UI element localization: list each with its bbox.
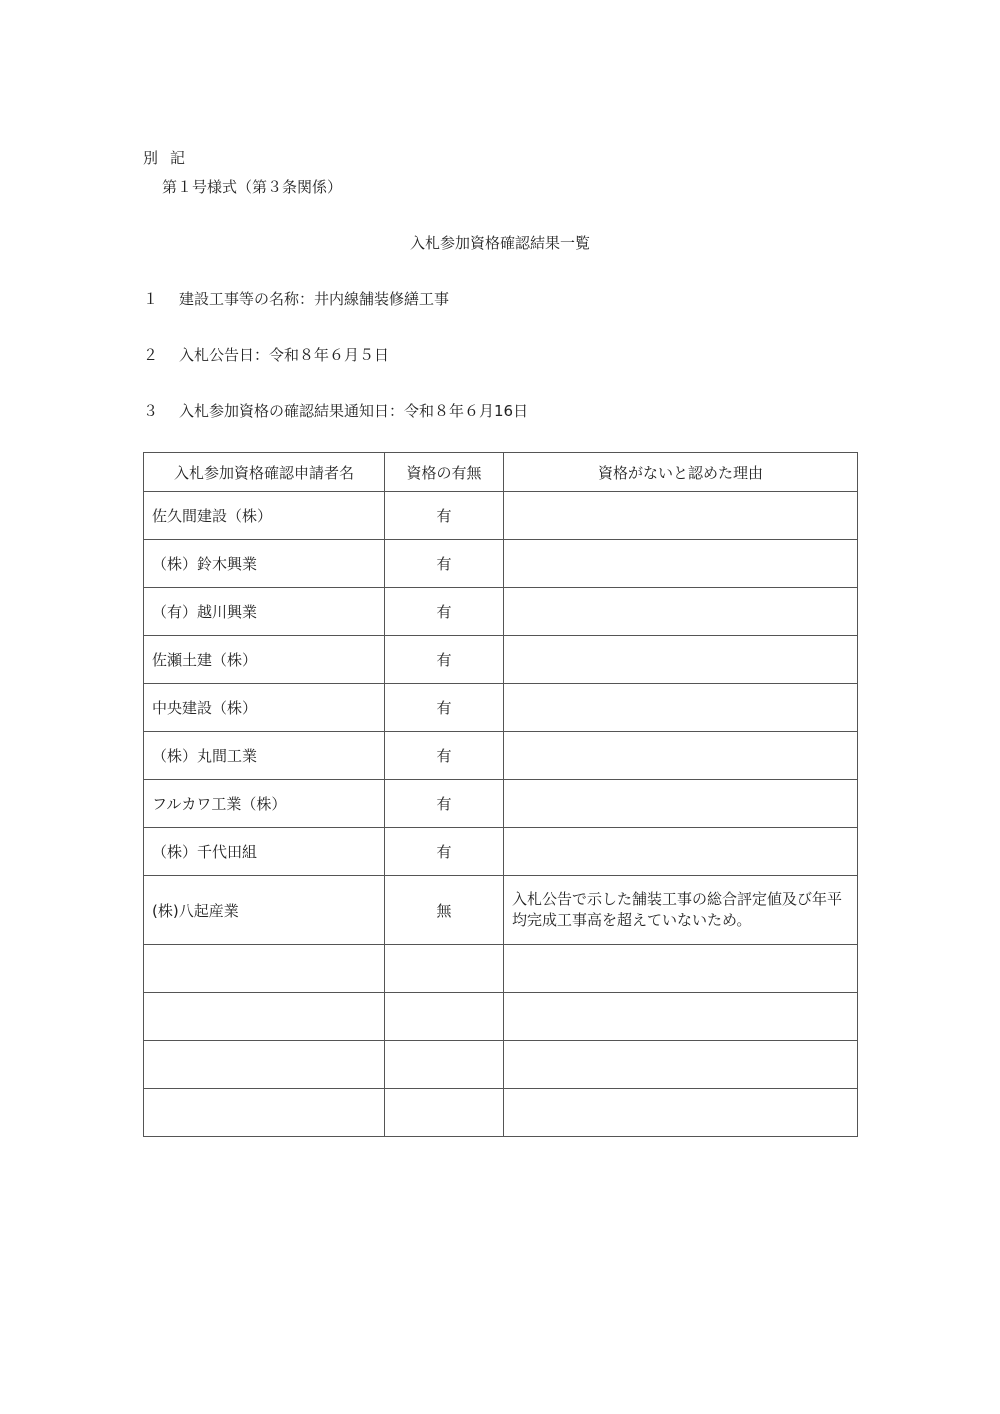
- applicant-name: [144, 945, 385, 993]
- disqualification-reason: [504, 828, 858, 876]
- qualification-status: 有: [385, 540, 504, 588]
- item-text: 建設工事等の名称：井内線舗装修繕工事: [179, 290, 450, 308]
- qualification-status: 有: [385, 636, 504, 684]
- qualification-status: 有: [385, 828, 504, 876]
- disqualification-reason: [504, 945, 858, 993]
- item-number: １: [143, 290, 159, 308]
- disqualification-reason: 入札公告で示した舗装工事の総合評定値及び年平均完成工事高を超えていないため。: [504, 876, 858, 945]
- header-reason: 資格がないと認めた理由: [504, 453, 858, 492]
- disqualification-reason: [504, 780, 858, 828]
- table-row: [144, 828, 858, 876]
- applicant-name: フルカワ工業（株）: [144, 780, 385, 828]
- table-row: [144, 1041, 858, 1089]
- applicant-name: （株）丸間工業: [144, 732, 385, 780]
- table-row: [144, 780, 858, 828]
- disqualification-reason: [504, 588, 858, 636]
- disqualification-reason: [504, 684, 858, 732]
- item-result-date: [143, 401, 528, 421]
- table-row: [144, 732, 858, 780]
- disqualification-reason: [504, 636, 858, 684]
- item-project-name: [143, 289, 449, 309]
- qualification-status: 有: [385, 492, 504, 540]
- applicant-name: [144, 1041, 385, 1089]
- disqualification-reason: [504, 1089, 858, 1137]
- disqualification-reason: [504, 492, 858, 540]
- qualification-status: 有: [385, 588, 504, 636]
- qualification-result-table: [143, 452, 858, 1137]
- table-row: [144, 684, 858, 732]
- item-number: ３: [143, 402, 159, 420]
- table-header-row: [144, 453, 858, 492]
- disqualification-reason: [504, 993, 858, 1041]
- table-row: [144, 1089, 858, 1137]
- appendix-label: 別記: [143, 149, 198, 167]
- item-text: 入札公告日：令和８年６月５日: [179, 346, 390, 364]
- applicant-name: （株）鈴木興業: [144, 540, 385, 588]
- header-applicant-name: 入札参加資格確認申請者名: [144, 453, 385, 492]
- qualification-status: 有: [385, 684, 504, 732]
- table-row: [144, 492, 858, 540]
- table-row: [144, 588, 858, 636]
- qualification-status: 有: [385, 732, 504, 780]
- form-number: 第１号様式（第３条関係）: [162, 178, 343, 196]
- item-notice-date: [143, 345, 389, 365]
- table-row: [144, 540, 858, 588]
- qualification-status: [385, 1089, 504, 1137]
- table-row: [144, 993, 858, 1041]
- applicant-name: 中央建設（株）: [144, 684, 385, 732]
- document-title: 入札参加資格確認結果一覧: [409, 234, 590, 252]
- applicant-name: [144, 1089, 385, 1137]
- applicant-name: 佐久間建設（株）: [144, 492, 385, 540]
- disqualification-reason: [504, 1041, 858, 1089]
- qualification-status: [385, 945, 504, 993]
- table-row: [144, 876, 858, 945]
- qualification-status: [385, 1041, 504, 1089]
- disqualification-reason: [504, 540, 858, 588]
- table-row: [144, 636, 858, 684]
- disqualification-reason: [504, 732, 858, 780]
- item-text: 入札参加資格の確認結果通知日：令和８年６月16日: [179, 402, 529, 420]
- table-row: [144, 945, 858, 993]
- header-qualification: 資格の有無: [385, 453, 504, 492]
- qualification-status: 無: [385, 876, 504, 945]
- item-number: ２: [143, 346, 159, 364]
- applicant-name: (株)八起産業: [144, 876, 385, 945]
- qualification-status: [385, 993, 504, 1041]
- applicant-name: （有）越川興業: [144, 588, 385, 636]
- qualification-status: 有: [385, 780, 504, 828]
- applicant-name: [144, 993, 385, 1041]
- applicant-name: 佐瀬土建（株）: [144, 636, 385, 684]
- applicant-name: （株）千代田組: [144, 828, 385, 876]
